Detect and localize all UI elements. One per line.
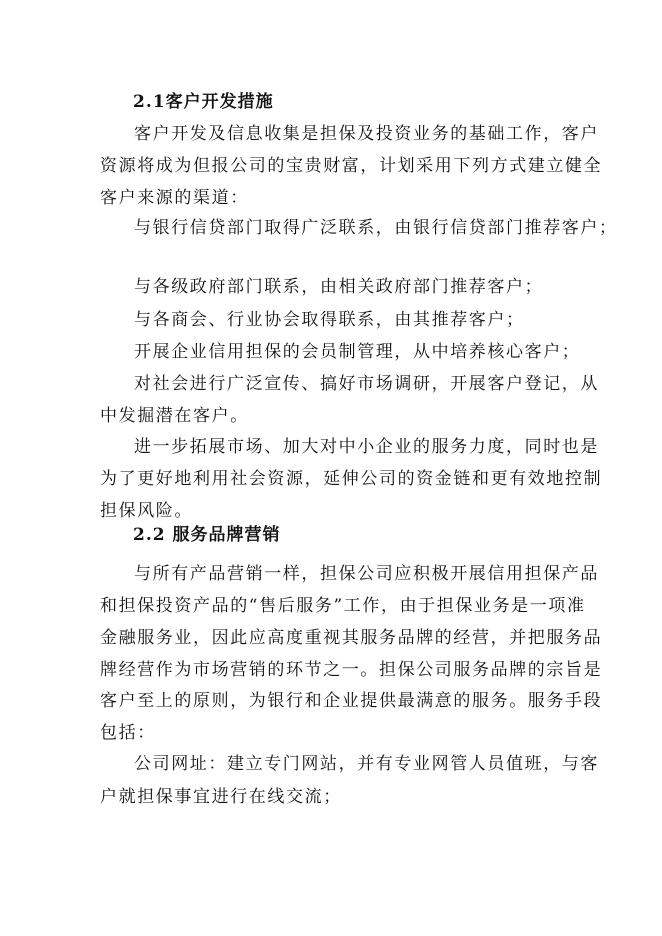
method-membership-management: 开展企业信用担保的会员制管理，从中培养核心客户； xyxy=(134,342,581,362)
intro-line-1: 客户开发及信息收集是担保及投资业务的基础工作，客户 xyxy=(134,124,599,144)
brand-line-3: 金融服务业，因此应高度重视其服务品牌的经营，并把服务品 xyxy=(100,628,603,648)
expansion-line-2: 为了更好地利用社会资源，延伸公司的资金链和更有效地控制 xyxy=(100,469,603,489)
method-chamber-referral: 与各商会、行业协会取得联系，由其推荐客户； xyxy=(134,310,525,330)
publicity-line-1: 对社会进行广泛宣传、搞好市场调研，开展客户登记，从 xyxy=(134,374,599,394)
website-line-2: 户就担保事宜进行在线交流； xyxy=(100,787,342,807)
brand-line-5: 客户至上的原则，为银行和企业提供最满意的服务。服务手段 xyxy=(100,691,603,711)
expansion-line-3: 担保风险。 xyxy=(100,501,193,521)
brand-line-1: 与所有产品营销一样，担保公司应积极开展信用担保产品 xyxy=(134,564,599,584)
brand-line-2: 和担保投资产品的“售后服务”工作，由于担保业务是一项准 xyxy=(100,596,586,616)
expansion-line-1: 进一步拓展市场、加大对中小企业的服务力度，同时也是 xyxy=(134,437,599,457)
website-line-1: 公司网址：建立专门网站，并有专业网管人员值班，与客 xyxy=(134,754,599,774)
brand-line-6: 包括： xyxy=(100,723,156,743)
intro-line-3: 客户来源的渠道： xyxy=(100,188,249,208)
publicity-line-2: 中发掘潜在客户。 xyxy=(100,406,249,426)
brand-line-4: 牌经营作为市场营销的环节之一。担保公司服务品牌的宗旨是 xyxy=(100,660,603,680)
intro-line-2: 资源将成为但报公司的宝贵财富，计划采用下列方式建立健全 xyxy=(100,156,603,176)
section-heading-2-2: 2.2 服务品牌营销 xyxy=(133,525,281,545)
method-government-referral: 与各级政府部门联系，由相关政府部门推荐客户； xyxy=(134,277,544,297)
section-heading-2-1: 2.1客户开发措施 xyxy=(133,92,274,112)
method-bank-referral: 与银行信贷部门取得广泛联系，由银行信贷部门推荐客户； xyxy=(134,218,618,238)
